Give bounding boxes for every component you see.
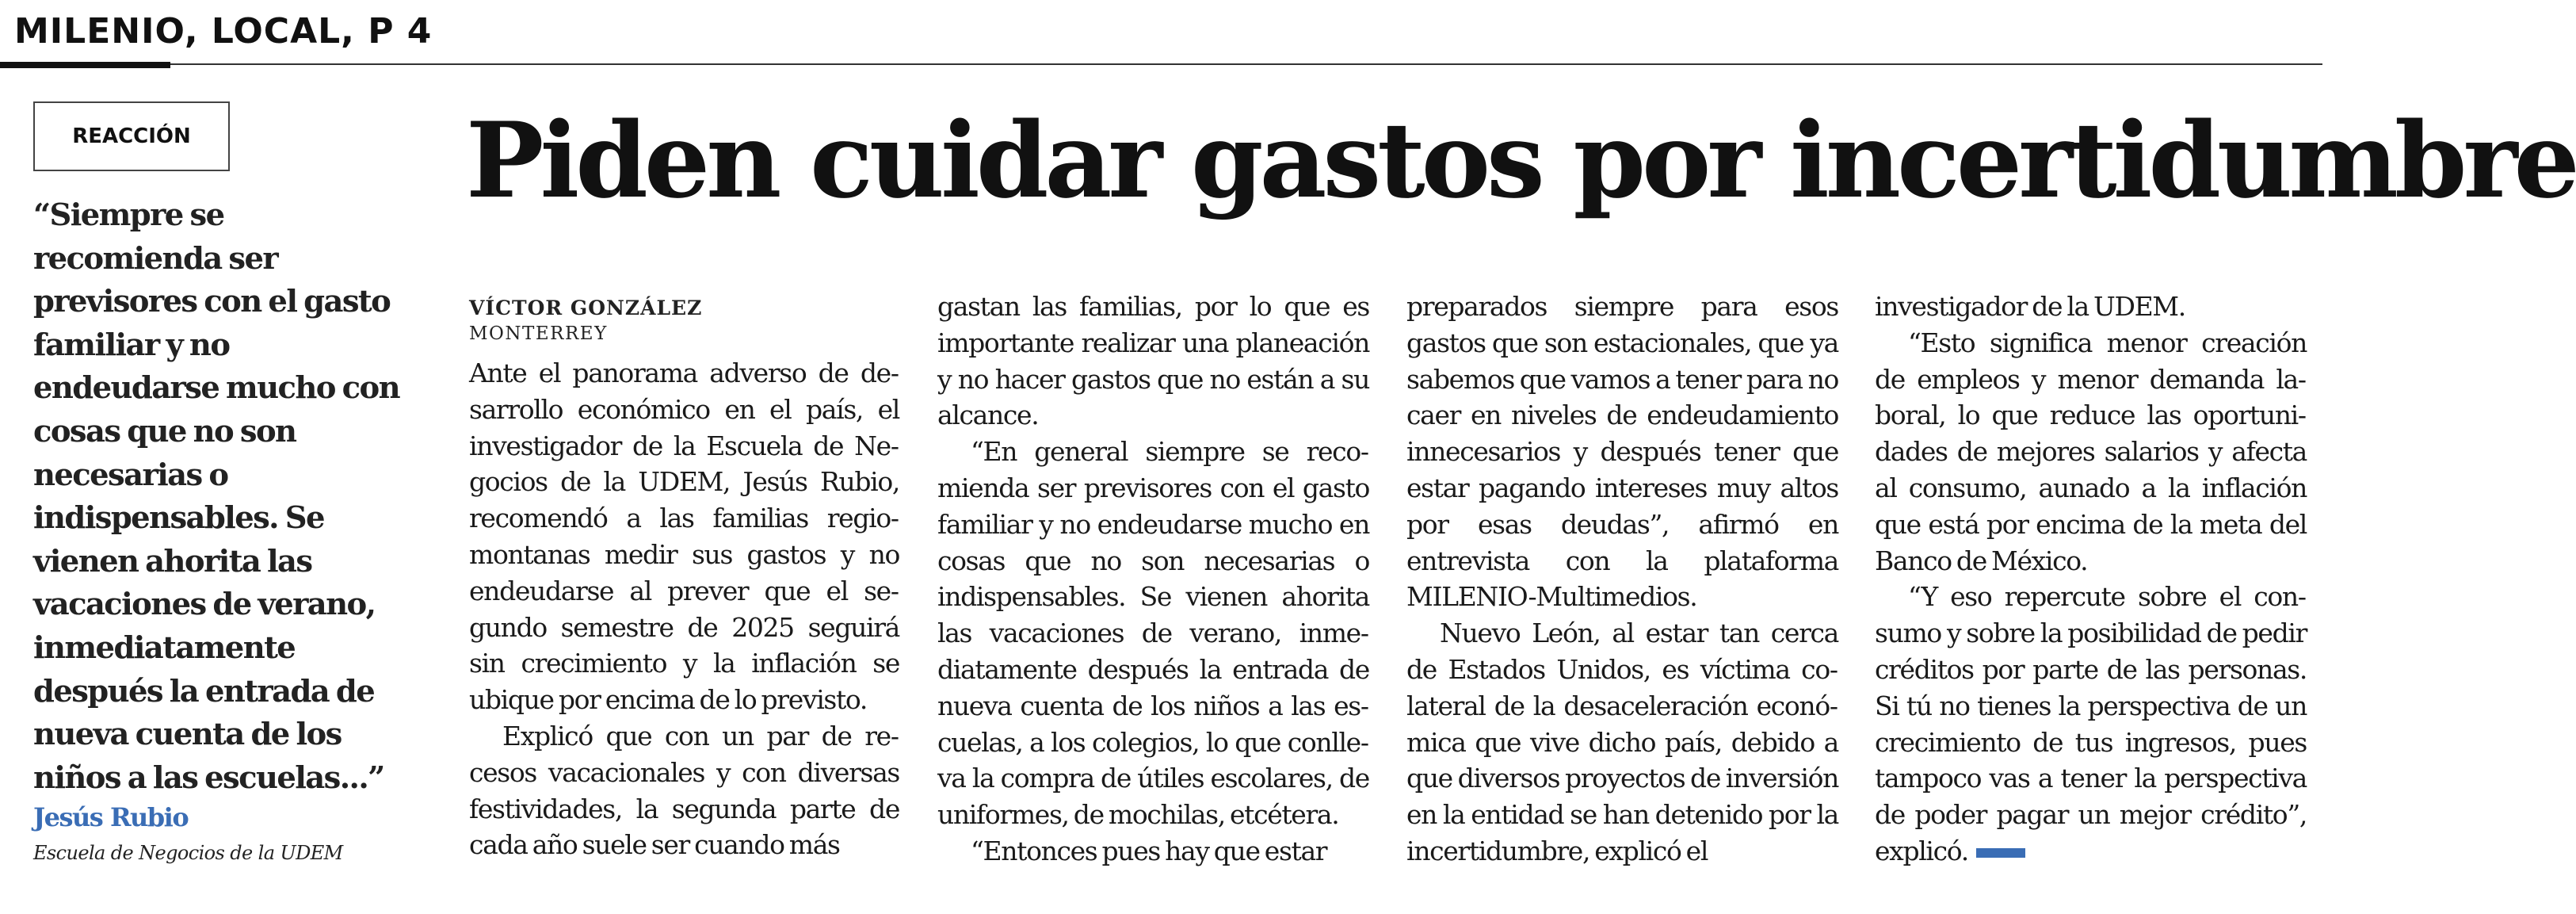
publication-label: MILENIO, LOCAL, P 4: [14, 11, 433, 52]
article-paragraph: Ante el panorama adverso de desarrollo económico en el país, el investigador de la Escuela de Negocios de la UDEM, Jesús Rubio, recomendó a las familias regiomontanas medir sus gastos y no endeudarse al prever que el segundo semestre de 2025 seguirá sin crecimiento y la inflación se ubique por encima de lo previsto.: [469, 358, 899, 716]
article-column-4: [1875, 289, 2307, 870]
article-paragraph: “Entonces pues hay que estar: [971, 835, 1327, 866]
section-label-box: [33, 101, 230, 171]
article-paragraph: “En general siempre se recomienda ser previsores con el gasto familiar y no endeudarse mucho en cosas que no son necesarias o indispensables. Se vienen ahorita las vacaciones de verano, inmediatamente después la entrada de nueva cuenta de los niños a las escuelas, a los colegios, lo que conlleva la compra de útiles escolares, de uniformes, de mochilas, etcétera.: [937, 436, 1369, 831]
header-divider: [0, 63, 2322, 65]
pull-quote: “Siempre se recomienda ser previsores con el gasto familiar y no endeudarse mucho con cosas que no son necesarias o indispensables. Se vienen ahorita las vacaciones de verano, inmediatamente después la entrada de nueva cuenta de los niños a las escuelas...”: [33, 197, 399, 796]
article-paragraph: “Y eso repercute sobre el consumo y sobre la posibilidad de pedir créditos por parte de las personas. Si tú no tienes la perspectiva de un crecimiento de tus ingresos, pues tampoco vas a tener la perspectiva de poder pagar un mejor crédito”, explicó.: [1875, 581, 2307, 866]
byline: VÍCTOR GONZÁLEZ: [469, 296, 703, 319]
dateline: MONTERREY: [469, 323, 608, 344]
article-paragraph-final: [1875, 579, 2307, 869]
article-column-3: [1406, 289, 1838, 870]
article-paragraph: Explicó que con un par de recesos vacacionales y con diversas festividades, la segunda parte de cada año suele ser cuando más: [469, 720, 899, 861]
section-label: REACCIÓN: [72, 124, 191, 148]
article-column-1: [469, 355, 899, 863]
quote-author: Jesús Rubio: [33, 802, 189, 832]
quote-author-role: Escuela de Negocios de la UDEM: [33, 842, 343, 864]
article-headline: Piden cuidar gastos por incertidumbre: [466, 99, 2576, 221]
article-paragraph: investigador de la UDEM.: [1875, 291, 2185, 322]
end-of-article-mark: [1976, 848, 2025, 858]
article-paragraph: Nuevo León, al estar tan cerca de Estados Unidos, es víctima colateral de la desaceleración económica que vive dicho país, debido a que diversos proyectos de inversión en la entidad se han detenido por la incertidumbre, explicó el: [1406, 618, 1838, 866]
article-column-2: [937, 289, 1369, 870]
article-paragraph: preparados siempre para esos gastos que son estacionales, que ya sabemos que vamos a tener para no caer en niveles de endeudamiento innecesarios y después tener que estar pagando intereses muy altos por esas deudas”, afirmó en entrevista con la plataforma MILENIO-Multimedios.: [1406, 291, 1838, 613]
article-paragraph: gastan las familias, por lo que es importante realizar una planeación y no hacer gastos que no están a su alcance.: [937, 291, 1369, 431]
header-divider-accent: [0, 62, 170, 68]
article-paragraph: “Esto significa menor creación de empleos y menor demanda laboral, lo que reduce las oportunidades de mejores salarios y afecta al consumo, aunado a la inflación que está por encima de la meta del Banco de México.: [1875, 327, 2307, 576]
